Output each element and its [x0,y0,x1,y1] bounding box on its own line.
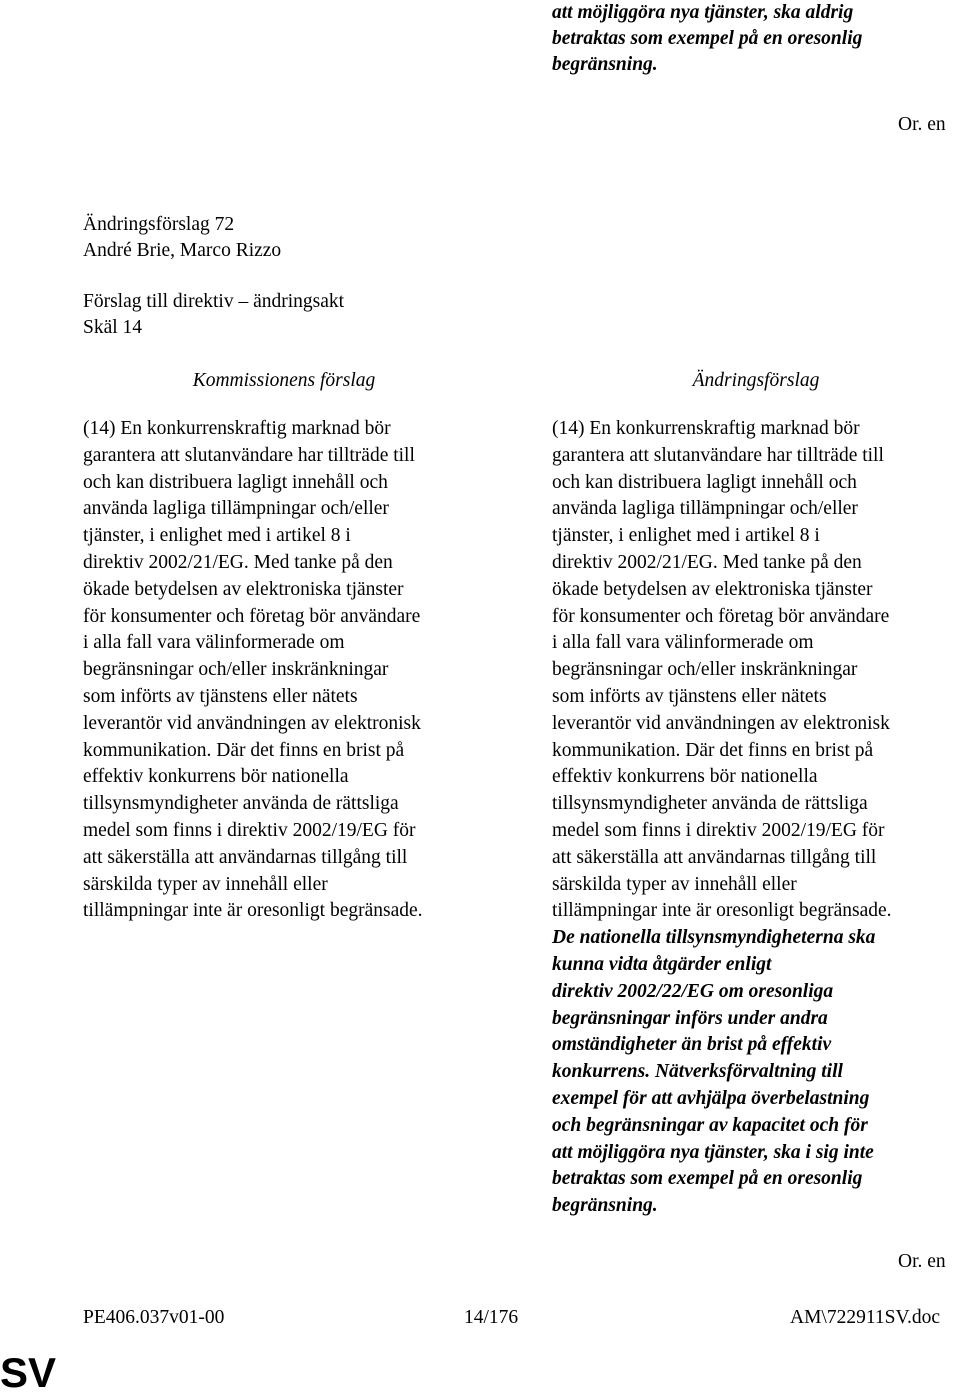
footer-page-number: 14/176 [464,1307,519,1328]
original-language-top: Or. en [898,114,946,135]
original-language-bottom: Or. en [898,1251,946,1272]
footer-file-name: AM\722911SV.doc [790,1307,941,1328]
amendment-heading: Ändringsförslag [692,370,820,391]
proposal-title: Förslag till direktiv – ändringsakt [83,291,345,312]
amendment-column [552,416,960,1220]
amendment-authors: André Brie, Marco Rizzo [83,240,282,261]
carryover-text: att möjliggöra nya tjänster, ska aldrig betraktas som exempel på en oresonlig begränsning. [552,2,863,75]
commission-proposal-text: (14) En konkurrenskraftig marknad bör garantera att slutanvändare har tillträde till och kan distribuera lagligt innehåll och använda lagliga tillämpningar och/eller tjänster, i enlighet med i artikel 8 i direktiv 2002/21/EG. Med tanke på den ökade betydelsen av elektroniska tjänster för konsumenter och företag bör användare i alla fall vara välinformerade om begränsningar och/eller inskränkningar som införts av tjänstens eller nätets leverantör vid användningen av elektronisk kommunikation. Där det finns en brist på effektiv konkurrens bör nationella tillsynsmyndigheter använda de rättsliga medel som finns i direktiv 2002/19/EG för att säkerställa att användarnas tillgång till särskilda typer av innehåll eller tillämpningar inte är oresonligt begränsade. [83,418,423,922]
recital-reference: Skäl 14 [83,317,143,338]
amendment-added-text: De nationella tillsynsmyndigheterna ska kunna vidta åtgärder enligt direktiv 2002/22/EG om oresonliga begränsningar införs under andra omständigheter än brist på effektiv konkurrens. Nätverksförvaltning till exempel för att avhjälpa överbelastning och begränsningar av kapacitet och för att möjliggöra nya tjänster, ska i sig inte betraktas som exempel på en oresonlig begränsning. [552,927,876,1217]
amendment-text: (14) En konkurrenskraftig marknad bör garantera att slutanvändare har tillträde till och kan distribuera lagligt innehåll och använda lagliga tillämpningar och/eller tjänster, i enlighet med i artikel 8 i direktiv 2002/21/EG. Med tanke på den ökade betydelsen av elektroniska tjänster för konsumenter och företag bör användare i alla fall vara välinformerade om begränsningar och/eller inskränkningar som införts av tjänstens eller nätets leverantör vid användningen av elektronisk kommunikation. Där det finns en brist på effektiv konkurrens bör nationella tillsynsmyndigheter använda de rättsliga medel som finns i direktiv 2002/19/EG för att säkerställa att användarnas tillgång till särskilda typer av innehåll eller tillämpningar inte är oresonligt begränsade. [552,418,892,922]
language-code: SV [0,1349,57,1396]
footer-doc-ref: PE406.037v01-00 [83,1307,225,1328]
commission-proposal-heading: Kommissionens förslag [192,370,376,391]
amendment-number: Ändringsförslag 72 [83,214,235,235]
